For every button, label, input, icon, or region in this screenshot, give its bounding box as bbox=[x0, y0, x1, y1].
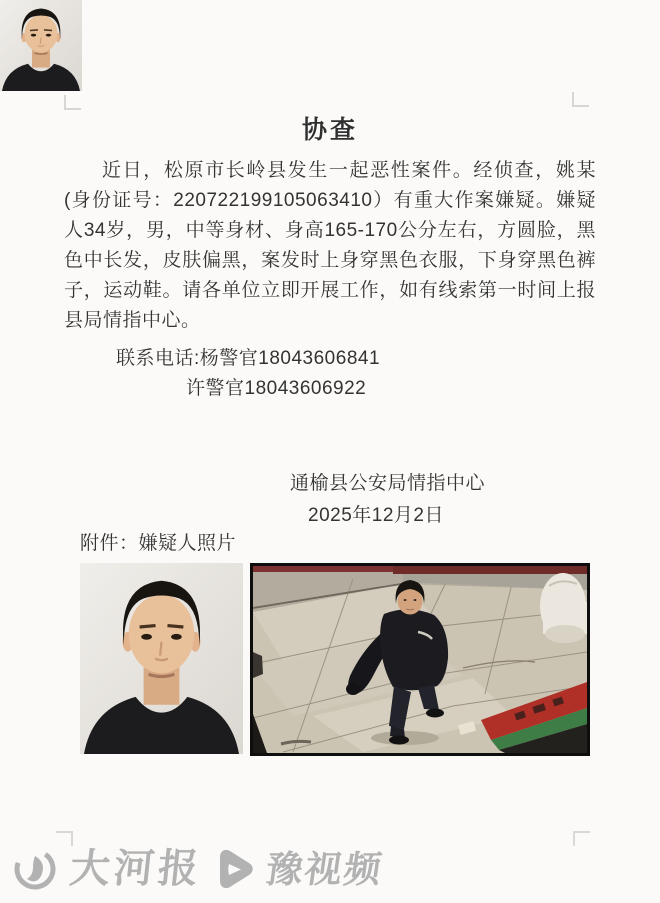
date-line: 2025年12月2日 bbox=[308, 505, 444, 526]
page-margin-mark-top-right bbox=[572, 92, 589, 107]
yu-video-play-icon bbox=[214, 847, 254, 891]
suspect-surveillance-photo bbox=[250, 563, 590, 756]
page-margin-mark-bottom-left bbox=[56, 831, 73, 846]
contact-phone-line-2: 许警官18043606922 bbox=[186, 378, 367, 399]
watermark-bar bbox=[12, 846, 386, 892]
suspect-portrait-photo bbox=[80, 563, 243, 754]
issuer-line: 通榆县公安局情指中心 bbox=[290, 473, 486, 494]
suspect-id-photo bbox=[0, 0, 82, 91]
attachment-label: 附件：嫌疑人照片 bbox=[80, 533, 237, 554]
contact-phone-line-1: 联系电话:杨警官18043606841 bbox=[116, 348, 381, 369]
dahe-daily-logo-icon bbox=[12, 846, 58, 892]
attachment-photos-row bbox=[80, 563, 590, 756]
page-margin-mark-bottom-right bbox=[573, 831, 590, 846]
dahe-daily-brand-text: 大河报 bbox=[67, 847, 205, 891]
yu-video-brand-text: 豫视频 bbox=[263, 848, 386, 890]
page-margin-mark-top-left bbox=[64, 95, 81, 110]
notice-body: 近日，松原市长岭县发生一起恶性案件。经侦查，姚某(身份证号：220722199105063410）有重大作案嫌疑。嫌疑人34岁，男，中等身材、身高165-170公分左右，方圆脸，黑色中长发，皮肤偏黑，案发时上身穿黑色衣服，下身穿黑色裤子，运动鞋。请各单位立即开展工作，如有线索第一时间上报县局情指中心。 bbox=[64, 160, 596, 331]
page-title: 协查 bbox=[301, 116, 358, 144]
